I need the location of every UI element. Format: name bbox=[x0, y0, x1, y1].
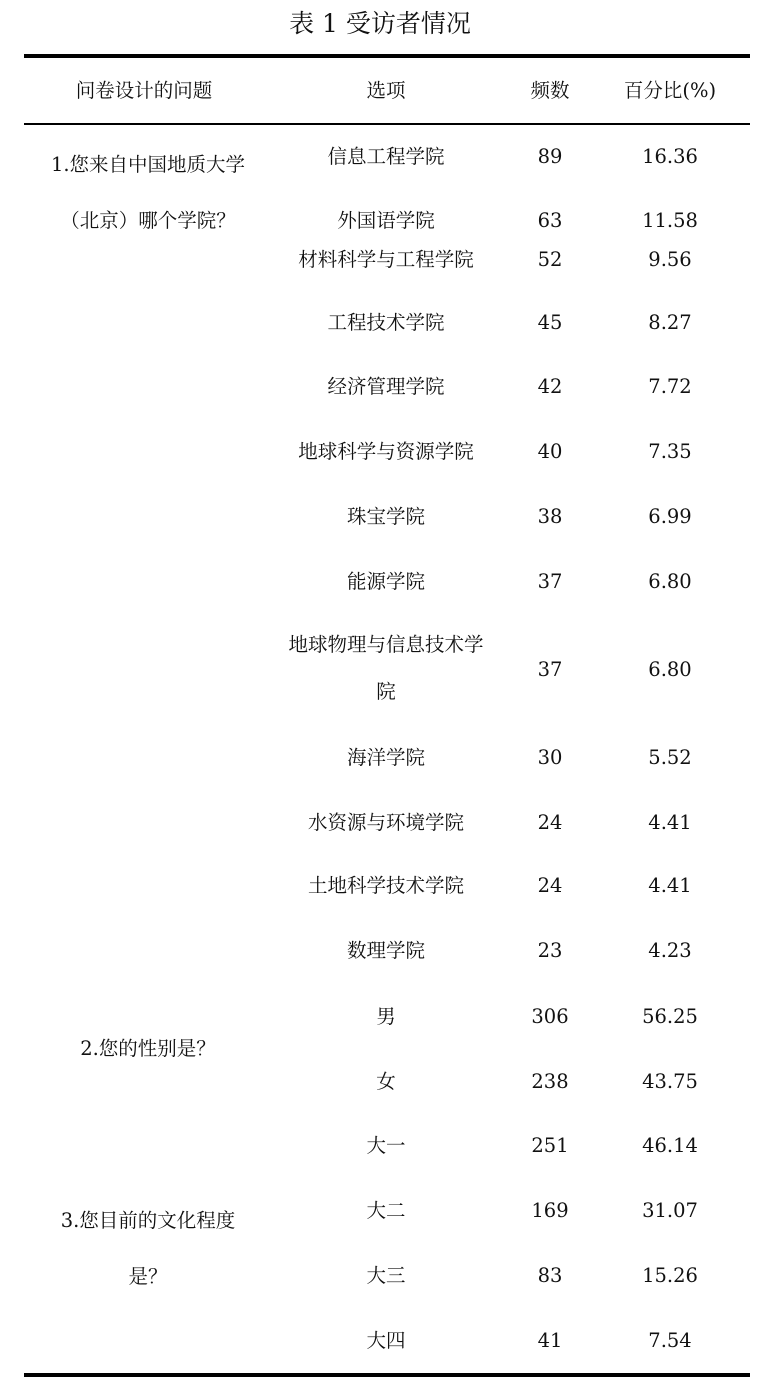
count-cell: 24 bbox=[537, 874, 563, 897]
question-3 bbox=[24, 1193, 272, 1305]
option-cell: 材料科学与工程学院 bbox=[298, 248, 474, 271]
option-cell: 海洋学院 bbox=[346, 746, 425, 769]
question-1 bbox=[24, 137, 272, 249]
header-percent: 百分比(%) bbox=[623, 79, 717, 102]
percent-cell: 11.58 bbox=[642, 209, 698, 232]
count-cell: 83 bbox=[537, 1264, 563, 1287]
question-2: 2.您的性别是？ bbox=[80, 1037, 216, 1060]
option-cell: 信息工程学院 bbox=[327, 145, 445, 168]
option-cell: 大二 bbox=[366, 1199, 406, 1222]
option-cell: 大三 bbox=[366, 1264, 406, 1287]
percent-cell: 8.27 bbox=[648, 311, 692, 334]
table-caption: 表 1 受访者情况 bbox=[289, 9, 471, 38]
count-cell: 63 bbox=[537, 209, 563, 232]
percent-cell: 7.54 bbox=[648, 1329, 692, 1352]
count-cell: 251 bbox=[531, 1134, 569, 1157]
header-option: 选项 bbox=[366, 79, 406, 102]
percent-cell: 7.35 bbox=[648, 440, 692, 463]
option-cell-line2: 院 bbox=[376, 680, 396, 703]
question-3-line1: 3.您目前的文化程度 bbox=[60, 1209, 236, 1232]
percent-cell: 5.52 bbox=[648, 746, 692, 769]
percent-cell: 6.80 bbox=[648, 658, 692, 681]
count-cell: 24 bbox=[537, 811, 563, 834]
option-cell: 女 bbox=[376, 1070, 396, 1093]
option-cell: 大一 bbox=[366, 1134, 406, 1157]
count-cell: 37 bbox=[537, 658, 563, 681]
percent-cell: 43.75 bbox=[642, 1070, 698, 1093]
count-cell: 45 bbox=[537, 311, 563, 334]
percent-cell: 4.23 bbox=[648, 939, 692, 962]
option-cell: 数理学院 bbox=[346, 939, 425, 962]
option-cell: 地球科学与资源学院 bbox=[298, 440, 474, 463]
count-cell: 30 bbox=[537, 746, 563, 769]
header-count: 频数 bbox=[530, 79, 570, 102]
percent-cell: 16.36 bbox=[642, 145, 698, 168]
count-cell: 42 bbox=[537, 375, 563, 398]
count-cell: 40 bbox=[537, 440, 563, 463]
percent-cell: 6.99 bbox=[648, 505, 692, 528]
percent-cell: 9.56 bbox=[648, 248, 692, 271]
option-cell: 经济管理学院 bbox=[327, 375, 445, 398]
option-cell: 能源学院 bbox=[346, 570, 425, 593]
count-cell: 23 bbox=[537, 939, 563, 962]
table-header-rule bbox=[24, 123, 750, 125]
header-question: 问卷设计的问题 bbox=[75, 79, 213, 102]
table-bottom-rule bbox=[24, 1373, 750, 1377]
percent-cell: 31.07 bbox=[642, 1199, 698, 1222]
option-cell: 珠宝学院 bbox=[346, 505, 425, 528]
percent-cell: 6.80 bbox=[648, 570, 692, 593]
count-cell: 306 bbox=[531, 1005, 569, 1028]
count-cell: 38 bbox=[537, 505, 563, 528]
percent-cell: 46.14 bbox=[642, 1134, 698, 1157]
option-cell: 外国语学院 bbox=[337, 209, 435, 232]
percent-cell: 4.41 bbox=[648, 874, 692, 897]
count-cell: 37 bbox=[537, 570, 563, 593]
question-1-line1: 1.您来自中国地质大学 bbox=[50, 153, 246, 176]
percent-cell: 7.72 bbox=[648, 375, 692, 398]
option-cell: 水资源与环境学院 bbox=[307, 811, 464, 834]
percent-cell: 56.25 bbox=[642, 1005, 698, 1028]
count-cell: 169 bbox=[531, 1199, 569, 1222]
option-cell: 土地科学技术学院 bbox=[307, 874, 464, 897]
table-top-rule bbox=[24, 54, 750, 58]
option-cell: 男 bbox=[376, 1005, 396, 1028]
percent-cell: 15.26 bbox=[642, 1264, 698, 1287]
option-cell-line1: 地球物理与信息技术学 bbox=[288, 633, 484, 656]
question-1-line2: （北京）哪个学院？ bbox=[60, 209, 236, 232]
option-cell: 工程技术学院 bbox=[327, 311, 445, 334]
question-3-line2: 是？ bbox=[128, 1265, 168, 1288]
count-cell: 89 bbox=[537, 145, 563, 168]
count-cell: 41 bbox=[537, 1329, 563, 1352]
option-cell: 大四 bbox=[366, 1329, 406, 1352]
count-cell: 52 bbox=[537, 248, 563, 271]
count-cell: 238 bbox=[531, 1070, 569, 1093]
percent-cell: 4.41 bbox=[648, 811, 692, 834]
